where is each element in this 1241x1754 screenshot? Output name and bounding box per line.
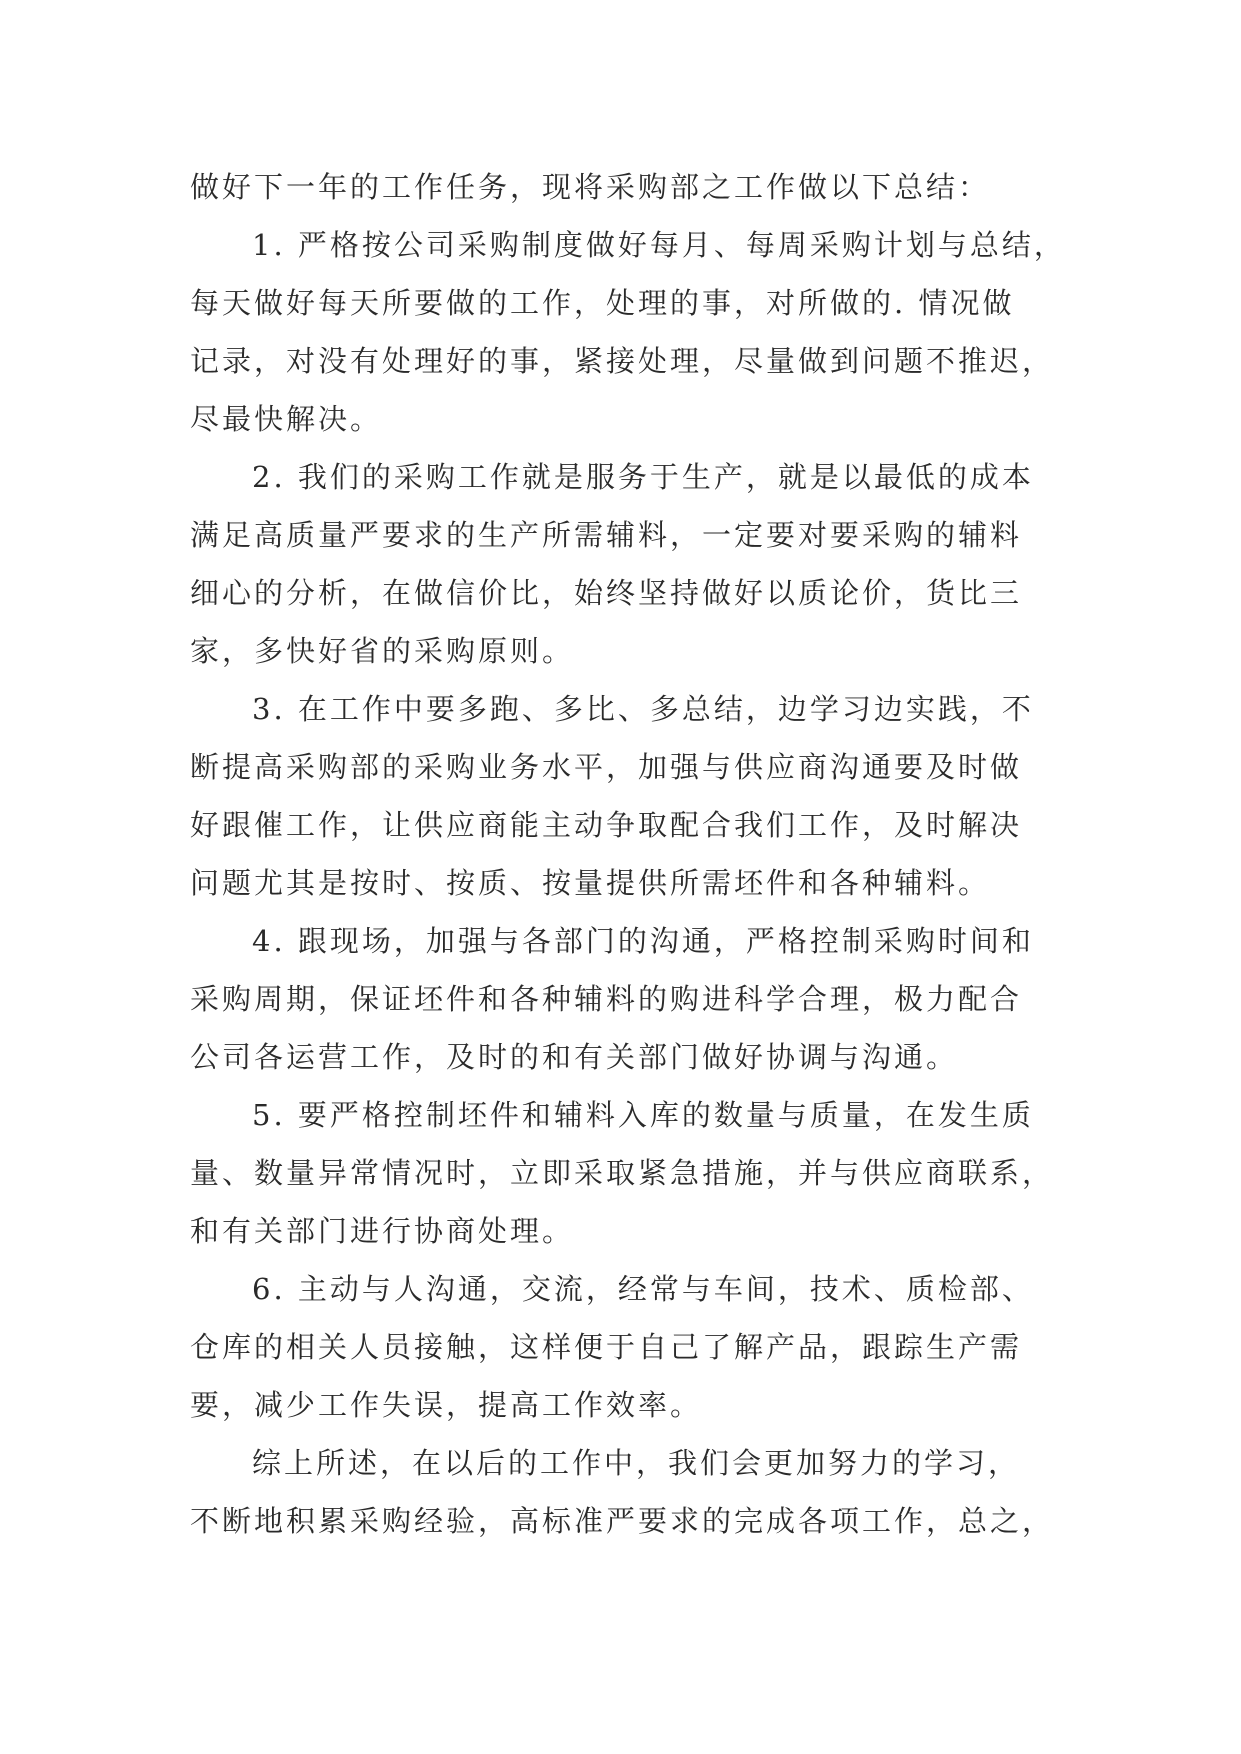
- text-line: 量、数量异常情况时，立即采取紧急措施，并与供应商联系，: [190, 1156, 1055, 1190]
- text-line: 家，多快好省的采购原则。: [190, 634, 575, 668]
- paragraph-2-start: 2. 我们的采购工作就是服务于生产，就是以最低的成本: [252, 460, 1034, 494]
- text-line: 不断地积累采购经验，高标准严要求的完成各项工作，总之，: [190, 1504, 1055, 1538]
- text-line: 好跟催工作，让供应商能主动争取配合我们工作，及时解决: [190, 808, 1023, 842]
- document-body: [190, 158, 1090, 1550]
- text-line: 要，减少工作失误，提高工作效率。: [190, 1388, 703, 1422]
- text-line: 公司各运营工作，及时的和有关部门做好协调与沟通。: [190, 1040, 959, 1074]
- text-line: 尽最快解决。: [190, 402, 383, 436]
- text-line: 断提高采购部的采购业务水平，加强与供应商沟通要及时做: [190, 750, 1023, 784]
- text-line: 记录，对没有处理好的事，紧接处理，尽量做到问题不推迟，: [190, 344, 1055, 378]
- text-line: 满足高质量严要求的生产所需辅料，一定要对要采购的辅料: [190, 518, 1023, 552]
- paragraph-1-start: 1. 严格按公司采购制度做好每月、每周采购计划与总结，: [252, 228, 1066, 262]
- paragraph-5-start: 5. 要严格控制坯件和辅料入库的数量与质量，在发生质: [252, 1098, 1034, 1132]
- paragraph-3-start: 3. 在工作中要多跑、多比、多总结，边学习边实践，不: [252, 692, 1034, 726]
- text-line: 采购周期，保证坯件和各种辅料的购进科学合理，极力配合: [190, 982, 1023, 1016]
- paragraph-6-start: 6. 主动与人沟通，交流，经常与车间，技术、质检部、: [252, 1272, 1034, 1306]
- summary-paragraph-start: 综上所述，在以后的工作中，我们会更加努力的学习，: [252, 1446, 1021, 1480]
- text-line: 细心的分析，在做信价比，始终坚持做好以质论价，货比三: [190, 576, 1023, 610]
- paragraph-4-start: 4. 跟现场，加强与各部门的沟通，严格控制采购时间和: [252, 924, 1034, 958]
- text-line: 问题尤其是按时、按质、按量提供所需坯件和各种辅料。: [190, 866, 991, 900]
- text-line: 做好下一年的工作任务，现将采购部之工作做以下总结：: [190, 170, 991, 204]
- text-line: 每天做好每天所要做的工作，处理的事，对所做的. 情况做: [190, 286, 1015, 320]
- text-line: 仓库的相关人员接触，这样便于自己了解产品，跟踪生产需: [190, 1330, 1023, 1364]
- text-line: 和有关部门进行协商处理。: [190, 1214, 575, 1248]
